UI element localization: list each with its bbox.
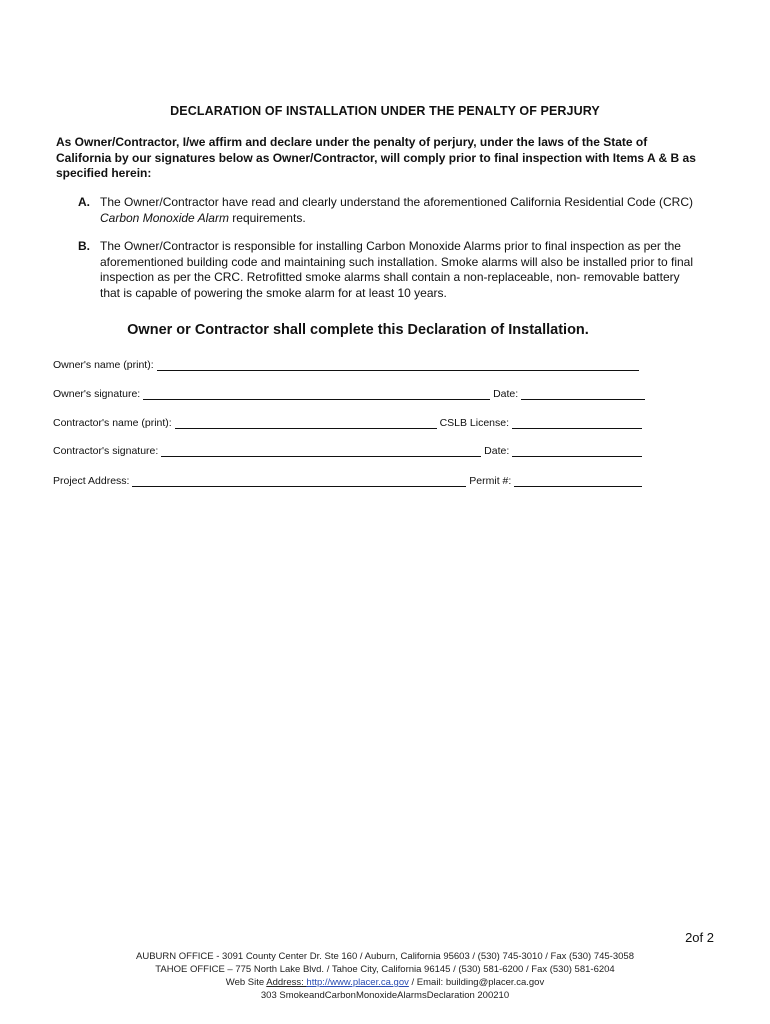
project-address-label: Project Address: xyxy=(53,475,130,487)
footer xyxy=(0,950,770,1002)
footer-tahoe-office: TAHOE OFFICE – 775 North Lake Blvd. / Tahoe City, California 96145 / (530) 581-6200 / Fax (530) 581-6204 xyxy=(155,964,615,975)
contractor-signature-label: Contractor's signature: xyxy=(53,445,159,457)
contractor-name-row xyxy=(53,416,642,430)
document-title: DECLARATION OF INSTALLATION UNDER THE PENALTY OF PERJURY xyxy=(170,104,600,118)
item-a-text-after: requirements. xyxy=(228,210,306,225)
item-b xyxy=(78,239,698,301)
item-a-italic: Carbon Monoxide Alarm xyxy=(100,210,229,225)
permit-label: Permit #: xyxy=(469,475,512,487)
permit-input[interactable] xyxy=(514,474,642,487)
footer-email: / Email: building@placer.ca.gov xyxy=(408,977,545,988)
contractor-name-label: Contractor's name (print): xyxy=(53,417,172,429)
footer-web-address-label: Address: xyxy=(266,977,307,988)
item-b-letter: B. xyxy=(78,239,90,253)
footer-web-label: Web Site xyxy=(225,977,267,988)
item-a xyxy=(78,195,698,226)
website-link[interactable]: http://www.placer.ca.gov xyxy=(306,977,409,988)
owner-signature-label: Owner's signature: xyxy=(53,388,141,400)
owner-name-row xyxy=(53,358,639,372)
item-a-text-before: The Owner/Contractor have read and clearly understand the aforementioned California Residential Code (CRC) xyxy=(100,195,693,209)
contractor-signature-row xyxy=(53,444,642,458)
contractor-date-input[interactable] xyxy=(512,444,642,457)
item-a-letter: A. xyxy=(78,195,90,209)
owner-date-input[interactable] xyxy=(521,387,645,400)
footer-auburn-office: AUBURN OFFICE - 3091 County Center Dr. Ste 160 / Auburn, California 95603 / (530) 745-3010 / Fax (530) 745-3058 xyxy=(136,951,634,962)
declaration-subheading: Owner or Contractor shall complete this Declaration of Installation. xyxy=(127,322,589,338)
project-address-row xyxy=(53,474,642,488)
contractor-date-label: Date: xyxy=(484,445,510,457)
owner-name-label: Owner's name (print): xyxy=(53,359,154,371)
item-b-text: The Owner/Contractor is responsible for installing Carbon Monoxide Alarms prior to final inspection as per the aforementioned building code and maintaining such installation. Smoke alarms will also be installed prior to final inspection as per the CRC. Retrofitted smoke alarms shall contain a non-replaceable, non- removable battery that is capable of powering the smoke alarm for at least 10 years. xyxy=(100,239,693,300)
contractor-signature-input[interactable] xyxy=(161,444,481,457)
owner-date-label: Date: xyxy=(493,388,519,400)
intro-paragraph: As Owner/Contractor, I/we affirm and declare under the penalty of perjury, under the laws of the State of California by our signatures below as Owner/Contractor, will comply prior to final inspection with Items A & B as specified herein: xyxy=(56,135,696,180)
footer-doc-id: 303 SmokeandCarbonMonoxideAlarmsDeclaration 200210 xyxy=(260,990,510,1001)
page-number: 2of 2 xyxy=(685,930,714,945)
item-a-text xyxy=(100,195,698,226)
project-address-input[interactable] xyxy=(132,474,466,487)
contractor-name-input[interactable] xyxy=(175,416,437,429)
footer-web-line xyxy=(0,976,770,989)
owner-signature-row xyxy=(53,387,645,401)
cslb-license-input[interactable] xyxy=(512,416,642,429)
owner-signature-input[interactable] xyxy=(143,387,490,400)
cslb-license-label: CSLB License: xyxy=(439,417,510,429)
owner-name-input[interactable] xyxy=(157,358,639,371)
